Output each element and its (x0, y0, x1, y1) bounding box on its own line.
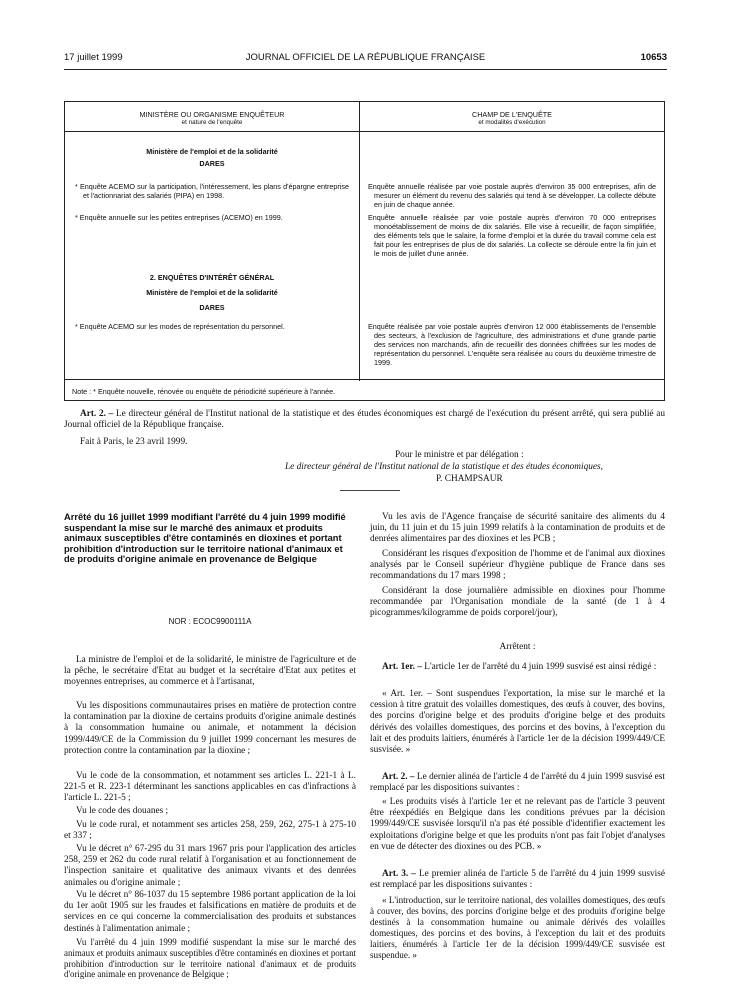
table-header-left (65, 102, 359, 132)
art1-paragraph (370, 662, 665, 673)
section1-dept: DARES (199, 159, 225, 168)
running-header (64, 52, 667, 66)
col2-header: CHAMP DE L'ENQUÊTE (472, 110, 552, 119)
signature-line2: Le directeur général de l'Institut national de la statistique et des études économiques, (285, 462, 603, 472)
left-paragraph-6: Vu le décret n° 67-295 du 31 mars 1967 pris pour l'application des articles 258, 259 et 262 du code rural relatif à l'organisation et au fonctionnement de l'inspection sanitaire et qualitative des animaux vivants et des denrées animales ou d'origine animale ; (64, 844, 356, 888)
art1-quote: « Art. 1er. – Sont suspendues l'exportation, la mise sur le marché et la cession à titre gratuit des volailles domestiques, des œufs à couver, des bovins, des porcins d'origine belge et des produits d'origine belge et des produits dérivés des volailles domestiques, des porcins et des bovins, à l'exception du lait et des produits laitiers, énumérés à l'article 1er de la décision 1999/449/CE susvisée. » (370, 689, 665, 756)
section2-dept: DARES (199, 303, 225, 312)
left-paragraph-1: La ministre de l'emploi et de la solidarité, le ministre de l'agriculture et de la pêche, le secrétaire d'Etat au budget et la secrétaire d'Etat aux petites et moyennes entreprises, au commerce et à l'artisanat, (64, 655, 356, 688)
art2b-label: Art. 2. – (382, 772, 415, 782)
header-date: 17 juillet 1999 (64, 52, 123, 63)
survey-table (64, 101, 665, 401)
art3-label: Art. 3. – (382, 869, 416, 879)
decree-nor: NOR : ECOC9900111A (168, 617, 252, 626)
art2b-text: Le dernier alinéa de l'article 4 de l'arrêté du 4 juin 1999 susvisé est remplacé par les dispositions suivantes : (370, 772, 665, 794)
art1-label: Art. 1er. – (382, 662, 422, 672)
section2-title: 2. ENQUÊTES D'INTÉRÊT GÉNÉRAL (149, 273, 275, 282)
row1-right: Enquête annuelle réalisée par voie postale auprès d'environ 35 000 entreprises, afin de mesurer un élément du revenu des salariés qui tend à se développer. La collecte débute en juin de chaque année. (368, 182, 656, 209)
art3-quote: « L'introduction, sur le territoire national, des volailles domestiques, des œufs à couver, des bovins, des porcins d'origine belge et des produits d'origine belge destinés à la consommation humaine ou animale dérivés des volailles domestiques, des porcins et des bovins, à l'exception du lait et des produits laitiers, énumérés à l'article 1er de la décision 1999/449/CE susvisée est suspendue. » (370, 895, 665, 960)
fait-line: Fait à Paris, le 23 avril 1999. (80, 437, 188, 447)
art3-paragraph (370, 869, 665, 891)
left-paragraph-4: Vu le code des douanes ; (76, 806, 169, 816)
decree-title: Arrêté du 16 juillet 1999 modifiant l'arrêté du 4 juin 1999 modifié suspendant la mise sur le marché des animaux et produits animaux susceptibles d'être contaminés en dioxines et portant prohibition d'introduction sur le territoire national d'animaux et de produits d'origine animale en provenance de Belgique (64, 512, 346, 565)
art2b-paragraph (370, 772, 665, 794)
art2-text: Le directeur général de l'Institut national de la statistique et des études économiques est chargé de l'exécution du présent arrêté, qui sera publié au Journal officiel de la République française. (64, 409, 666, 431)
col2-subheader: et modalités d'exécution (478, 119, 546, 126)
right-paragraph-3: Considérant la dose journalière admissible en dioxines pour l'homme recommandée par l'Organisation mondiale de la santé (de 1 à 4 picogrammes/kilogramme de poids corporel/jour), (370, 586, 665, 619)
signature-line3: P. CHAMPSAUR (436, 474, 503, 484)
table-column-left (65, 102, 360, 381)
col1-header: MINISTÈRE OU ORGANISME ENQUÊTEUR (139, 110, 285, 119)
section1-ministry: Ministère de l'emploi et de la solidarité (146, 147, 278, 156)
art2b-quote: « Les produits visés à l'article 1er et ne relevant pas de l'article 3 peuvent être réexpédiés en Belgique dans les conditions prévues par la décision 1999/449/CE susvisée lorsqu'il n'a pas été possible d'identifier exactement les exploitations d'origine belge et que les produits n'ont pas fait l'objet d'analyses en vue de détecter des dioxines ou des PCB. » (370, 797, 665, 852)
table-header-right (360, 102, 664, 132)
section2-ministry: Ministère de l'emploi et de la solidarité (146, 288, 278, 297)
arretent: Arrêtent : (499, 642, 536, 652)
row3-left: * Enquête ACEMO sur les modes de représentation du personnel. (75, 322, 285, 331)
art2-label: Art. 2. – (80, 409, 114, 419)
right-paragraph-2: Considérant les risques d'exposition de l'homme et de l'animal aux dioxines analysés par le Conseil supérieur d'hygiène publique de France dans ses recommandations du 17 mars 1998 ; (370, 549, 665, 582)
table-column-right (360, 102, 664, 381)
art3-text: Le premier alinéa de l'article 5 de l'arrêté du 4 juin 1999 susvisé est remplacé par les dispositions suivantes : (370, 869, 666, 891)
separator-rule (340, 490, 400, 491)
art2-paragraph (64, 409, 665, 431)
row3-right: Enquête réalisée par voie postale auprès d'environ 12 000 établissements de l'ensemble des secteurs, à l'exclusion de l'agriculture, des administrations et d'une grande partie des services non marchands, afin de recueillir des données chiffrées sur les modes de représentation du personnel. L'enquête sera réalisée au cours du deuxième trimestre de 1999. (368, 322, 656, 367)
left-paragraph-2: Vu les dispositions communautaires prises en matière de protection contre la contamination par la dioxine de certains produits d'origine animale destinés à la consommation humaine ou animale, et notamment la décision 1999/449/CE de la Commission du 9 juillet 1999 concernant les mesures de protection contre la contamination par la dioxine ; (64, 701, 356, 756)
table-note: Note : * Enquête nouvelle, rénovée ou enquête de périodicité supérieure à l'année. (65, 379, 664, 400)
left-paragraph-7: Vu le décret n° 86-1037 du 15 septembre 1986 portant application de la loi du 1er août 1905 sur les fraudes et falsifications en matière de produits et de services en ce qui concerne la commercialisation des produits et substances destinés à l'alimentation animale ; (64, 890, 356, 934)
right-paragraph-1: Vu les avis de l'Agence française de sécurité sanitaire des aliments du 4 juin, du 11 juin et du 15 juin 1999 relatifs à la contamination de produits et de denrées alimentaires par des dioxines et les PCB ; (370, 512, 665, 545)
signature-line1: Pour le ministre et par délégation : (395, 450, 524, 460)
left-paragraph-5: Vu le code rural, et notamment ses articles 258, 259, 262, 275-1 à 275-10 et 337 ; (64, 820, 356, 842)
art1-text: L'article 1er de l'arrêté du 4 juin 1999 susvisé est ainsi rédigé : (424, 662, 657, 672)
header-journal-title: JOURNAL OFFICIEL DE LA RÉPUBLIQUE FRANÇAISE (245, 52, 486, 63)
row2-right: Enquête annuelle réalisée par voie postale auprès d'environ 70 000 entreprises monoétablissement de moins de dix salariés. Elle vise à recueillir, de façon simplifiée, des éléments tels que le salaire, la forme d'emploi et la durée du travail comme cela est fait pour les entreprises de plus de dix salariés. La collecte se déroule entre la fin juin et le mois de juillet d'une année. (368, 213, 656, 258)
row2-left: * Enquête annuelle sur les petites entreprises (ACEMO) en 1999. (75, 213, 283, 222)
left-paragraph-3: Vu le code de la consommation, et notamment ses articles L. 221-1 à L. 221-5 et R. 223-1 déterminant les sanctions applicables en cas d'infractions à l'article L. 221-5 ; (64, 771, 356, 804)
header-page-number: 10653 (640, 52, 667, 63)
left-paragraph-8: Vu l'arrêté du 4 juin 1999 modifié suspendant la mise sur le marché des animaux et produits animaux susceptibles d'être contaminés en dioxines et portant prohibition d'introduction sur le territoire national d'animaux et de produits d'origine animale en provenance de Belgique ; (64, 937, 356, 980)
row1-left: * Enquête ACEMO sur la participation, l'intéressement, les plans d'épargne entreprise et l'actionnariat des salariés (PIPA) en 1998. (75, 182, 349, 200)
col1-subheader: et nature de l'enquête (181, 119, 243, 126)
header-rule (64, 69, 667, 70)
